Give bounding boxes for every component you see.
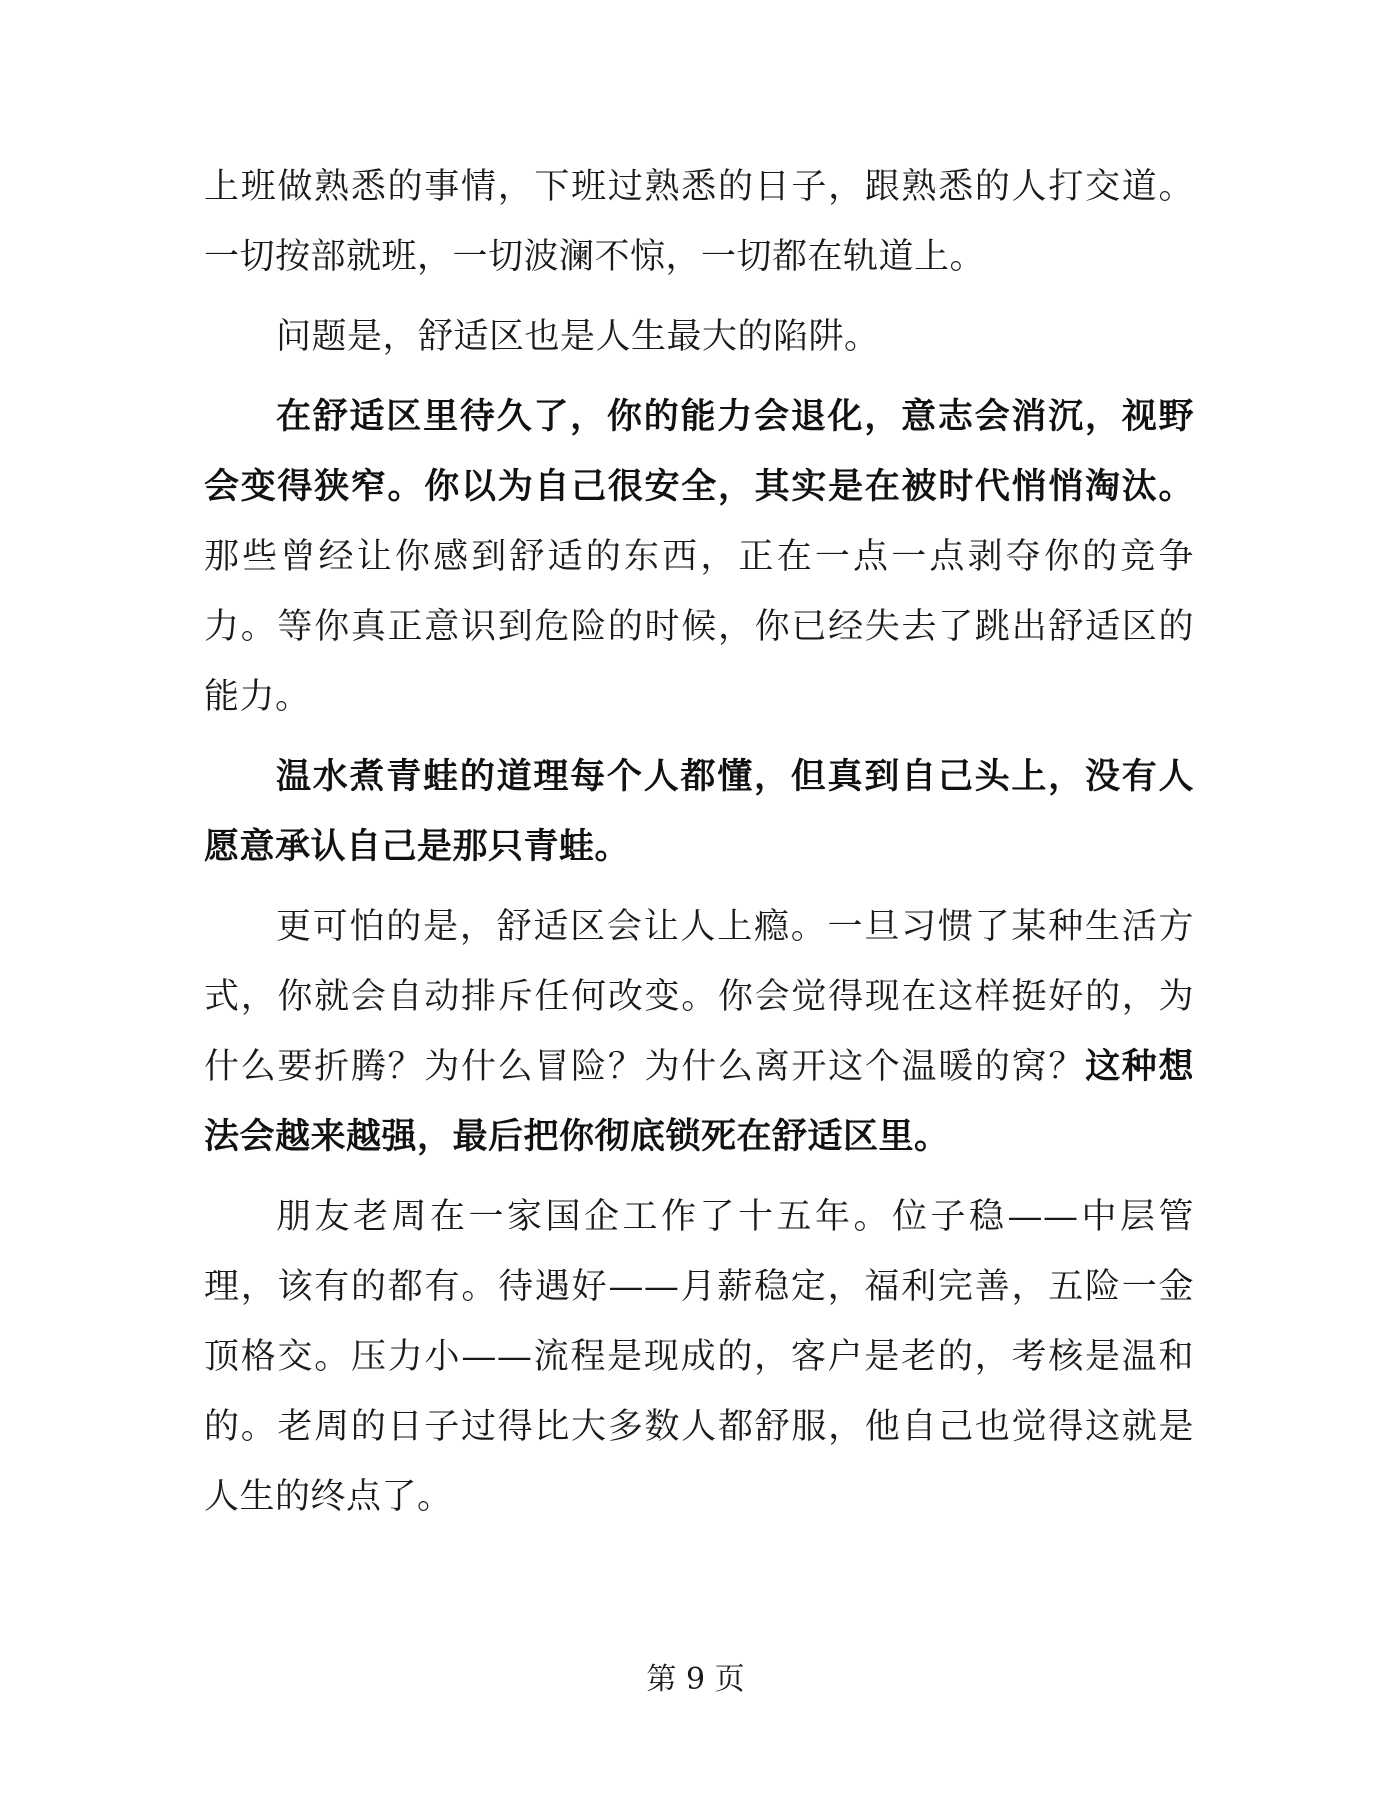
paragraph xyxy=(204,892,1194,1172)
document-body xyxy=(204,152,1194,1542)
page-number: 第 9 页 xyxy=(646,1662,745,1697)
paragraph-text: 更可怕的是，舒适区会让人上瘾。一旦习惯了某种生活方式，你就会自动排斥任何改变。你会觉得现在这样挺好的，为什么要折腾？为什么冒险？为什么离开这个温暖的窝？ xyxy=(204,907,1194,1087)
paragraph-text: 问题是，舒适区也是人生最大的陷阱。 xyxy=(276,317,880,357)
paragraph xyxy=(204,382,1194,732)
paragraph xyxy=(204,1182,1194,1532)
emphasized-text: 温水煮青蛙的道理每个人都懂，但真到自己头上，没有人愿意承认自己是那只青蛙。 xyxy=(204,756,1194,867)
paragraph xyxy=(204,152,1194,292)
paragraph xyxy=(204,742,1194,882)
paragraph xyxy=(204,302,1194,372)
emphasized-text: 这种想法会越来越强，最后把你彻底锁死在舒适区里。 xyxy=(204,1046,1194,1157)
paragraph-text: 那些曾经让你感到舒适的东西，正在一点一点剥夺你的竞争力。等你真正意识到危险的时候，你已经失去了跳出舒适区的能力。 xyxy=(204,537,1194,717)
emphasized-text: 在舒适区里待久了，你的能力会退化，意志会消沉，视野会变得狭窄。你以为自己很安全，其实是在被时代悄悄淘汰。 xyxy=(204,396,1194,507)
paragraph-text: 朋友老周在一家国企工作了十五年。位子稳——中层管理，该有的都有。待遇好——月薪稳定，福利完善，五险一金顶格交。压力小——流程是现成的，客户是老的，考核是温和的。老周的日子过得比大多数人都舒服，他自己也觉得这就是人生的终点了。 xyxy=(204,1197,1194,1517)
paragraph-text: 上班做熟悉的事情，下班过熟悉的日子，跟熟悉的人打交道。一切按部就班，一切波澜不惊，一切都在轨道上。 xyxy=(204,167,1194,277)
